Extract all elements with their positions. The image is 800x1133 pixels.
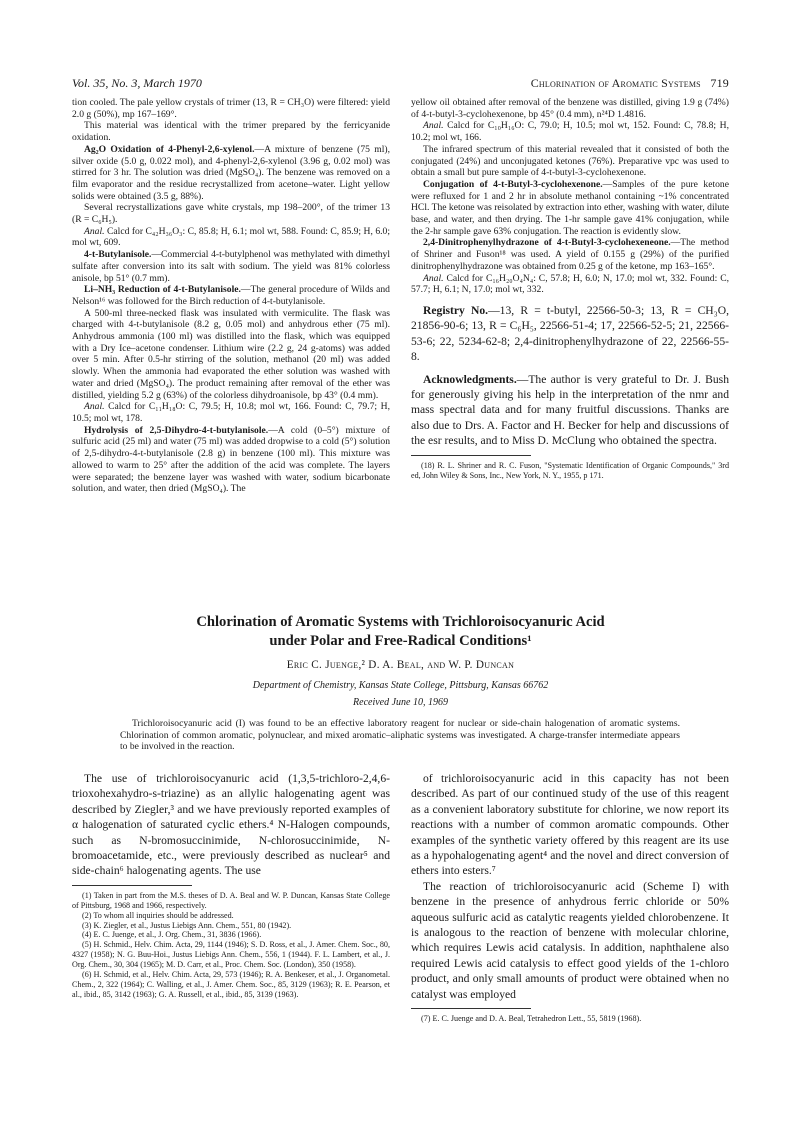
- footnote: (4) E. C. Juenge, et al., J. Org. Chem., 31, 3836 (1966).: [82, 930, 262, 940]
- paragraph: tion cooled. The pale yellow crystals of trimer (13, R = CH₃O) were filtered: yield 2.0 g (50%), mp 167–169°.: [72, 97, 390, 120]
- paragraph: 4-t-Butylanisole.—Commercial 4-t-butylphenol was methylated with dimethyl sulfate after conversion into its salt with sodium. The yield was 81% colorless anisole, bp 51° (0.7 mm).: [72, 249, 390, 284]
- paragraph: The reaction of trichloroisocyanuric acid (Scheme I) with benzene in the presence of anhydrous ferric chloride or 50% aqueous sulfuric acid as catalytic reagents yielded chlorobenzene. It is analogous to the reaction of benzene with molecular chlorine, which requires Lewis acid catalysis. In addition, naphthalene also required Lewis acid catalysis to effect good yields of the 1-chloro product, and only small amounts of product were obtained when no catalyst was employed: [411, 879, 729, 1001]
- footnote: (1) Taken in part from the M.S. theses of D. A. Beal and W. P. Duncan, Kansas State College of Pittsburg, 1968 and 1966, respectively.: [72, 890, 390, 910]
- paragraph: Anal. Calcd for C₄₂H₃₆O₃: C, 85.8; H, 6.1; mol wt, 588. Found: C, 85.9; H, 6.0; mol wt, 609.: [72, 225, 390, 249]
- paragraph: Anal. Calcd for C₁₀H₁₆O: C, 79.0; H, 10.5; mol wt, 152. Found: C, 78.8; H, 10.2; mol wt, 166.: [411, 120, 729, 144]
- article-title-line: Chlorination of Aromatic Systems with Trichloroisocyanuric Acid: [196, 614, 605, 630]
- paragraph: The infrared spectrum of this material revealed that it consisted of both the conjugated (24%) and unconjugated ketones (76%). Preparative vpc was used to obtain a small but pure sample of 4-t-butyl-3-cyclohexenone.: [411, 143, 729, 179]
- page-number: 719: [710, 76, 729, 90]
- analysis-label: Anal.: [84, 401, 105, 413]
- body-right-column: [411, 771, 729, 1101]
- section-heading: Conjugation of 4-t-Butyl-3-cyclohexenone.: [423, 178, 603, 190]
- experimental-right-column: [411, 97, 729, 585]
- paragraph: Conjugation of 4-t-Butyl-3-cyclohexenone.—Samples of the pure ketone were refluxed for 1 and 2 hr in absolute methanol containing ~1% concentrated HCl. The ketone was reisolated by extraction into ether, washing with water, dilute base, and water, and then drying. The 1-hr sample gave 41% conjugation, while the 2-hr sample gave 63% conjugation. The reaction is evidently slow.: [411, 178, 729, 237]
- running-header: [72, 76, 729, 92]
- article-authors: Eric C. Juenge,² D. A. Beal, and W. P. Duncan: [286, 659, 515, 671]
- footnote-divider: [411, 1008, 531, 1009]
- footnote-list: [411, 1014, 729, 1024]
- journal-volume: Vol. 35, No. 3, March 1970: [72, 76, 202, 90]
- paragraph: yellow oil obtained after removal of the benzene was distilled, giving 1.9 g (74%) of 4-t-butyl-3-cyclohexenone, bp 45° (0.4 mm), n²⁴D 1.4816.: [411, 97, 729, 120]
- footnote: (5) H. Schmid., Helv. Chim. Acta, 29, 1144 (1946); S. D. Ross, et al., J. Amer. Chem. Soc., 80, 4327 (1958); N. G. Buu-Hoi., Justus Liebigs Ann. Chem., 556, 1 (1944). F. L. Lambert, et al., J. Org. Chem., 30, 304 (1965); M. D. Carr, et al., Proc. Chem. Soc. (London), 350 (1958).: [72, 940, 390, 970]
- acknowledgments: Acknowledgments.—The author is very grateful to Dr. J. Bush for generously giving his help in the interpretation of the nmr and mass spectral data and for many fruitful discussions. Thanks are also due to Drs. A. Factor and H. Becker for help and discussions of the esr results, and to Miss D. McClung who obtained the spectra.: [411, 372, 729, 448]
- paragraph: of trichloroisocyanuric acid in this capacity has not been described. As part of our continued study of the use of this reagent as a convenient laboratory substitute for chlorine, we now report its reactions with a number of common aromatic compounds. Other examples of the synthetic variety offered by this reagent are its use as a hypohalogenating agent⁴ and the novel and direct conversion of ethers into esters.⁷: [411, 772, 729, 878]
- footnote: (18) R. L. Shriner and R. C. Fuson, "Systematic Identification of Organic Compounds," 3rd ed, John Wiley & Sons, Inc., New York, N. Y., 1955, p 171.: [411, 460, 729, 480]
- article-title-line: under Polar and Free-Radical Conditions¹: [269, 633, 532, 649]
- experimental-left-column: [72, 97, 390, 585]
- body-left-column: [72, 771, 390, 1101]
- section-heading: Li–NH₃ Reduction of 4-t-Butylanisole.: [84, 284, 241, 296]
- footnote-divider: [411, 455, 531, 456]
- registry-numbers: Registry No.—13, R = t-butyl, 22566-50-3; 13, R = CH₃O, 21856-90-6; 13, R = C₆H₅, 22566-51-4; 17, 22566-52-5; 21, 22566-53-6; 22, 5234-62-8; 2,4-dinitrophenylhydrazone of 22, 22566-55-8.: [411, 303, 729, 364]
- paragraph: Several recrystallizations gave white crystals, mp 198–200°, of the trimer 13 (R = C₆H₅).: [72, 202, 390, 226]
- footnote: (6) H. Schmid, et al., Helv. Chim. Acta, 29, 573 (1946); R. A. Benkeser, et al., J. Organometal. Chem., 2, 322 (1964); C. Walling, et al., J. Amer. Chem. Soc., 85, 3129 (1963); R. E. Pearson, et al., ibid., 85, 3142 (1963); G. A. Russell, et al., ibid., 85, 3139 (1963).: [72, 970, 390, 999]
- paragraph: A 500-ml three-necked flask was insulated with vermiculite. The flask was charged with 4-t-butylanisole (8.2 g, 0.05 mol) and anhydrous ether (75 ml). Anhydrous ammonia (100 ml) was distilled into the flask, which was equipped with a Dry Ice–acetone condenser. Lithium wire (2.2 g, 24 g-atoms) was added over 5 min. After 0.5-hr stirring of the solution, methanol (20 ml) was added slowly. When the ammonia had evaporated the ether solution was washed with water and dried (MgSO₄). The product remaining after removal of the ether was distilled, yielding 5.2 g (63%) of the colorless dihydroanisole, bp 43° (0.4 mm).: [72, 307, 390, 401]
- footnote: (2) To whom all inquiries should be addressed.: [82, 910, 234, 920]
- paragraph: Ag₂O Oxidation of 4-Phenyl-2,6-xylenol.—A mixture of benzene (75 ml), silver oxide (5.0 g, 0.022 mol), and 4-phenyl-2,6-xylenol (3.96 g, 0.02 mol) was stirred for 3 hr. The solution was dried (MgSO₄). The benzene was removed on a film evaporator and the residue recrystallized from acetone–water. Light yellow solids were obtained (3.5 g, 88%).: [72, 143, 390, 202]
- footnote: (7) E. C. Juenge and D. A. Beal, Tetrahedron Lett., 55, 5819 (1968).: [421, 1014, 642, 1024]
- paragraph: This material was identical with the trimer prepared by the ferricyanide oxidation.: [72, 120, 390, 144]
- article-affiliation: Department of Chemistry, Kansas State College, Pittsburg, Kansas 66762: [252, 680, 549, 691]
- paragraph: Hydrolysis of 2,5-Dihydro-4-t-butylanisole.—A cold (0–5°) mixture of sulfuric acid (25 ml) and water (75 ml) was added dropwise to a cold (5°) solution of 2,5-dihydro-4-t-butylanisole (2.8 g) in benzene (100 ml). This mixture was allowed to warm to 25° after the addition of the acid was complete. The layers were separated; the benzene layer was washed with water, sodium bicarbonate solution, and water, then dried (MgSO₄). The: [72, 424, 390, 495]
- paragraph: Anal. Calcd for C₁₁H₁₈O: C, 79.5; H, 10.8; mol wt, 166. Found: C, 79.7; H, 10.5; mol wt, 178.: [72, 401, 390, 424]
- footnote-list: [72, 891, 390, 1000]
- paragraph: The use of trichloroisocyanuric acid (1,3,5-trichloro-2,4,6-trioxohexahydro-s-triazine) as an allylic halogenating agent was described by Ziegler,³ and we have previously reported examples of α halogenation of saturated cyclic ethers.⁴ N-Halogen compounds, such as N-bromosuccinimide, N-chlorosuccinimide, N-bromoacetamide, etc., were previously described as nuclear⁵ and side-chain⁶ halogenating agents. The use: [72, 772, 390, 878]
- footnote-list: [411, 461, 729, 481]
- header-right: [531, 76, 729, 91]
- received-date: Received June 10, 1969: [353, 697, 448, 708]
- analysis-label: Anal.: [423, 272, 444, 284]
- registry-heading: Registry No.: [423, 303, 489, 317]
- paragraph: Anal. Calcd for C₁₆H₂₀O₄N₄: C, 57.8; H, 6.0; N, 17.0; mol wt, 332. Found: C, 57.7; H, 6.1; N, 17.0; mol wt, 332.: [411, 272, 729, 296]
- acknowledgments-heading: Acknowledgments.: [423, 372, 517, 386]
- article-title: [72, 613, 729, 651]
- paragraph: 2,4-Dinitrophenylhydrazone of 4-t-Butyl-3-cyclohexeneone.—The method of Shriner and Fuson¹⁸ was used. A yield of 0.155 g (29%) of the purified dinitrophenylhydrazone was obtained from 0.25 g of the ketone, mp 163–165°.: [411, 237, 729, 272]
- section-heading: 4-t-Butylanisole.: [84, 249, 152, 261]
- section-heading: Hydrolysis of 2,5-Dihydro-4-t-butylanisole.: [84, 424, 269, 436]
- section-heading: 2,4-Dinitrophenylhydrazone of 4-t-Butyl-3-cyclohexeneone.: [423, 237, 671, 249]
- footnote: (3) K. Ziegler, et al., Justus Liebigs Ann. Chem., 551, 80 (1942).: [82, 920, 292, 930]
- article-abstract: Trichloroisocyanuric acid (I) was found to be an effective laboratory reagent for nuclear or side-chain halogenation of aromatic systems. Chlorination of common aromatic, polynuclear, and mixed aromatic–aliphatic systems was investigated. A charge-transfer intermediate appears to be involved in the reaction.: [120, 718, 680, 753]
- section-heading: Ag₂O Oxidation of 4-Phenyl-2,6-xylenol.: [84, 143, 255, 155]
- running-title: Chlorination of Aromatic Systems: [530, 76, 701, 90]
- analysis-label: Anal.: [423, 120, 444, 132]
- paragraph: Li–NH₃ Reduction of 4-t-Butylanisole.—The general procedure of Wilds and Nelson¹⁶ was followed for the Birch reduction of 4-t-butylanisole.: [72, 284, 390, 307]
- footnote-divider: [72, 885, 192, 886]
- analysis-label: Anal.: [84, 225, 105, 237]
